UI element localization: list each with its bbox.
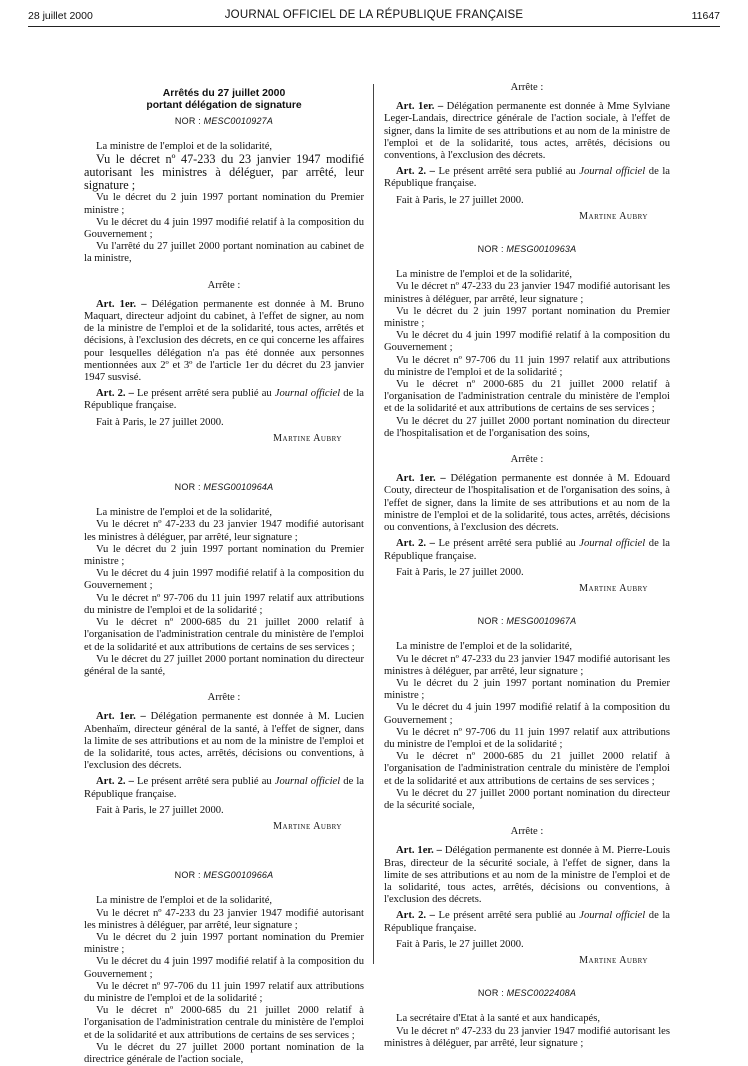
signature: Martine Aubry (273, 820, 342, 832)
article-1: Art. 1er. – Délégation permanente est donnée à M. Bruno Maquart, directeur adjoint du cabinet, à l'effet de signer, au nom de la ministre de l'emploi et de la solidarité, tous actes, arrêtés et décisions, à l'exclusion des décrets, en ce qui concerne les affaires pour lesquelles délégation n'a pas été donnée aux personnes mentionnées aux 2º et 3º de l'article 1er du décret du 23 janvier 1947 susvisé. (84, 298, 365, 384)
visa: Vu le décret du 2 juin 1997 portant nomination du Premier ministre ; (84, 192, 364, 216)
visa: Vu le décret nº 97-706 du 11 juin 1997 relatif aux attributions du ministre de l'emploi et de la solidarité ; (84, 592, 364, 616)
visa: Vu le décret du 4 juin 1997 modifié relatif à la composition du Gouvernement ; (384, 702, 670, 726)
visa: Vu le décret du 27 juillet 2000 portant nomination du directeur de l'hospitalisation et de l'organisation des soins, (384, 415, 670, 439)
signature: Martine Aubry (579, 954, 648, 966)
visa: Vu le décret nº 2000-685 du 21 juillet 2000 relatif à l'organisation de l'administration centrale du ministère de l'emploi et de la solidarité et aux attributions de certains de ses services ; (84, 617, 364, 653)
visa: Vu le décret du 27 juillet 2000 portant nomination de la directrice générale de l'action sociale, (84, 1041, 364, 1065)
visa: Vu le décret nº 47-233 du 23 janvier 1947 modifié autorisant les ministres à déléguer, par arrêté, leur signature ; (84, 152, 364, 193)
visa: Vu le décret nº 97-706 du 11 juin 1997 relatif aux attributions du ministre de l'emploi et de la solidarité ; (84, 980, 364, 1004)
nor-reference: NOR : MESG0010966A (174, 870, 274, 881)
section-title: Arrêtés du 27 juillet 2000 (162, 88, 286, 99)
preamble: La secrétaire d'Etat à la santé et aux handicapés, (396, 1013, 600, 1025)
article-2: Art. 2. – Le présent arrêté sera publié au Journal officiel de la République française. (384, 910, 670, 934)
column-divider (373, 84, 374, 964)
preamble: La ministre de l'emploi et de la solidarité, (96, 141, 273, 153)
nor-reference: NOR : MESG0010967A (477, 616, 577, 627)
header-rule (28, 26, 720, 27)
header-date: 28 juillet 2000 (28, 10, 93, 22)
visa: Vu le décret nº 47-233 du 23 janvier 1947 modifié autorisant les ministres à déléguer, par arrêté, leur signature ; (84, 907, 364, 931)
preamble: La ministre de l'emploi et de la solidarité, (96, 895, 273, 907)
visa: Vu le décret du 4 juin 1997 modifié relatif à la composition du Gouvernement ; (84, 216, 364, 241)
right-column (384, 82, 670, 1050)
section-subtitle: portant délégation de signature (146, 99, 302, 111)
article-2: Art. 2. – Le présent arrêté sera publié au Journal officiel de la République française. (384, 166, 670, 190)
fait-a-paris: Fait à Paris, le 27 juillet 2000. (396, 566, 524, 578)
signature: Martine Aubry (579, 582, 648, 594)
arrete-heading: Arrête : (510, 82, 544, 93)
visa: Vu le décret du 4 juin 1997 modifié relatif à la composition du Gouvernement ; (84, 568, 364, 592)
preamble: La ministre de l'emploi et de la solidarité, (96, 507, 273, 519)
fait-a-paris: Fait à Paris, le 27 juillet 2000. (96, 416, 224, 428)
nor-reference: NOR : MESC0010927A (174, 116, 274, 126)
article-1: Art. 1er. – Délégation permanente est donnée à M. Pierre-Louis Bras, directeur de la sécurité sociale, à l'effet de signer, dans la limite de ses attributions et au nom de la ministre de l'emploi et de la solidarité, tous actes, arrêtés, décisions ou conventions, à l'exclusion des décrets. (384, 845, 671, 906)
fait-a-paris: Fait à Paris, le 27 juillet 2000. (96, 804, 224, 816)
visa: Vu le décret du 4 juin 1997 modifié relatif à la composition du Gouvernement ; (384, 330, 670, 354)
nor-reference: NOR : MESG0010963A (477, 244, 577, 255)
nor-reference: NOR : MESG0010964A (174, 482, 274, 493)
visa: Vu le décret nº 47-233 du 23 janvier 1947 modifié autorisant les ministres à déléguer, par arrêté, leur signature ; (384, 281, 670, 305)
visa: Vu le décret nº 2000-685 du 21 juillet 2000 relatif à l'organisation de l'administration centrale du ministère de l'emploi et de la solidarité et aux attributions de certains de ses services ; (384, 751, 670, 787)
arrete-heading: Arrête : (510, 454, 544, 466)
visa: Vu le décret du 4 juin 1997 modifié relatif à la composition du Gouvernement ; (84, 956, 364, 980)
fait-a-paris: Fait à Paris, le 27 juillet 2000. (396, 194, 524, 206)
visa: Vu le décret nº 47-233 du 23 janvier 1947 modifié autorisant les ministres à déléguer, par arrêté, leur signature ; (384, 1025, 670, 1049)
visa: Vu le décret nº 97-706 du 11 juin 1997 relatif aux attributions du ministre de l'emploi et de la solidarité ; (384, 726, 670, 750)
visa: Vu le décret du 2 juin 1997 portant nomination du Premier ministre ; (384, 305, 670, 330)
visa: Vu le décret nº 2000-685 du 21 juillet 2000 relatif à l'organisation de l'administration centrale du ministère de l'emploi et de la solidarité et aux attributions de certains de ses services ; (84, 1005, 364, 1041)
arrete-heading: Arrête : (207, 279, 241, 291)
visa: Vu le décret du 2 juin 1997 portant nomination du Premier ministre ; (84, 543, 364, 568)
article-1: Art. 1er. – Délégation permanente est donnée à M. Lucien Abenhaïm, directeur général de la santé, à l'effet de signer, dans la limite de ses attributions et au nom de la ministre de l'emploi et de la solidarité, tous actes, arrêtés, décisions ou conventions, à l'exclusion des décrets. (84, 711, 365, 772)
visa: Vu le décret nº 47-233 du 23 janvier 1947 modifié autorisant les ministres à déléguer, par arrêté, leur signature ; (84, 519, 364, 543)
visa: Vu le décret du 2 juin 1997 portant nomination du Premier ministre ; (384, 677, 670, 702)
visa: Vu le décret du 2 juin 1997 portant nomination du Premier ministre ; (84, 931, 364, 956)
arrete-heading: Arrête : (510, 826, 544, 838)
article-2: Art. 2. – Le présent arrêté sera publié au Journal officiel de la République française. (84, 388, 364, 412)
page-header (28, 6, 720, 26)
visa: Vu l'arrêté du 27 juillet 2000 portant nomination au cabinet de la ministre, (84, 241, 364, 265)
visa: Vu le décret du 27 juillet 2000 portant nomination du directeur de la sécurité sociale, (384, 787, 670, 811)
article-1: Art. 1er. – Délégation permanente est donnée à Mme Sylviane Leger-Landais, directrice générale de l'action sociale, à l'effet de signer, dans la limite de ses attributions et au nom de la ministre de l'emploi et de la solidarité, tous actes, arrêtés, décisions ou conventions, à l'exclusion des décrets. (384, 101, 670, 162)
visa: Vu le décret nº 47-233 du 23 janvier 1947 modifié autorisant les ministres à déléguer, par arrêté, leur signature ; (384, 653, 670, 677)
nor-reference: NOR : MESC0022408A (477, 988, 577, 999)
article-1: Art. 1er. – Délégation permanente est donnée à M. Edouard Couty, directeur de l'hospitalisation et de l'organisation des soins, à l'effet de signer, dans la limite de ses attributions et au nom de la ministre de l'emploi et de la solidarité, tous actes, arrêtés, décisions ou conventions, à l'exclusion des décrets. (384, 473, 670, 534)
left-column (84, 88, 364, 1066)
visa: Vu le décret nº 2000-685 du 21 juillet 2000 relatif à l'organisation de l'administration centrale du ministère de l'emploi et de la solidarité et aux attributions de certains de ses services ; (384, 379, 670, 415)
page-number: 11647 (691, 10, 720, 22)
preamble: La ministre de l'emploi et de la solidarité, (396, 641, 573, 653)
signature: Martine Aubry (273, 432, 342, 444)
visa: Vu le décret nº 97-706 du 11 juin 1997 relatif aux attributions du ministre de l'emploi et de la solidarité ; (384, 354, 670, 378)
visa: Vu le décret du 27 juillet 2000 portant nomination du directeur général de la santé, (84, 653, 364, 677)
fait-a-paris: Fait à Paris, le 27 juillet 2000. (396, 938, 524, 950)
signature: Martine Aubry (579, 210, 648, 222)
arrete-heading: Arrête : (207, 692, 241, 704)
article-2: Art. 2. – Le présent arrêté sera publié au Journal officiel de la République française. (84, 776, 364, 800)
journal-title: JOURNAL OFFICIEL DE LA RÉPUBLIQUE FRANÇAISE (224, 9, 524, 21)
article-2: Art. 2. – Le présent arrêté sera publié au Journal officiel de la République française. (384, 538, 670, 562)
preamble: La ministre de l'emploi et de la solidarité, (396, 269, 573, 281)
